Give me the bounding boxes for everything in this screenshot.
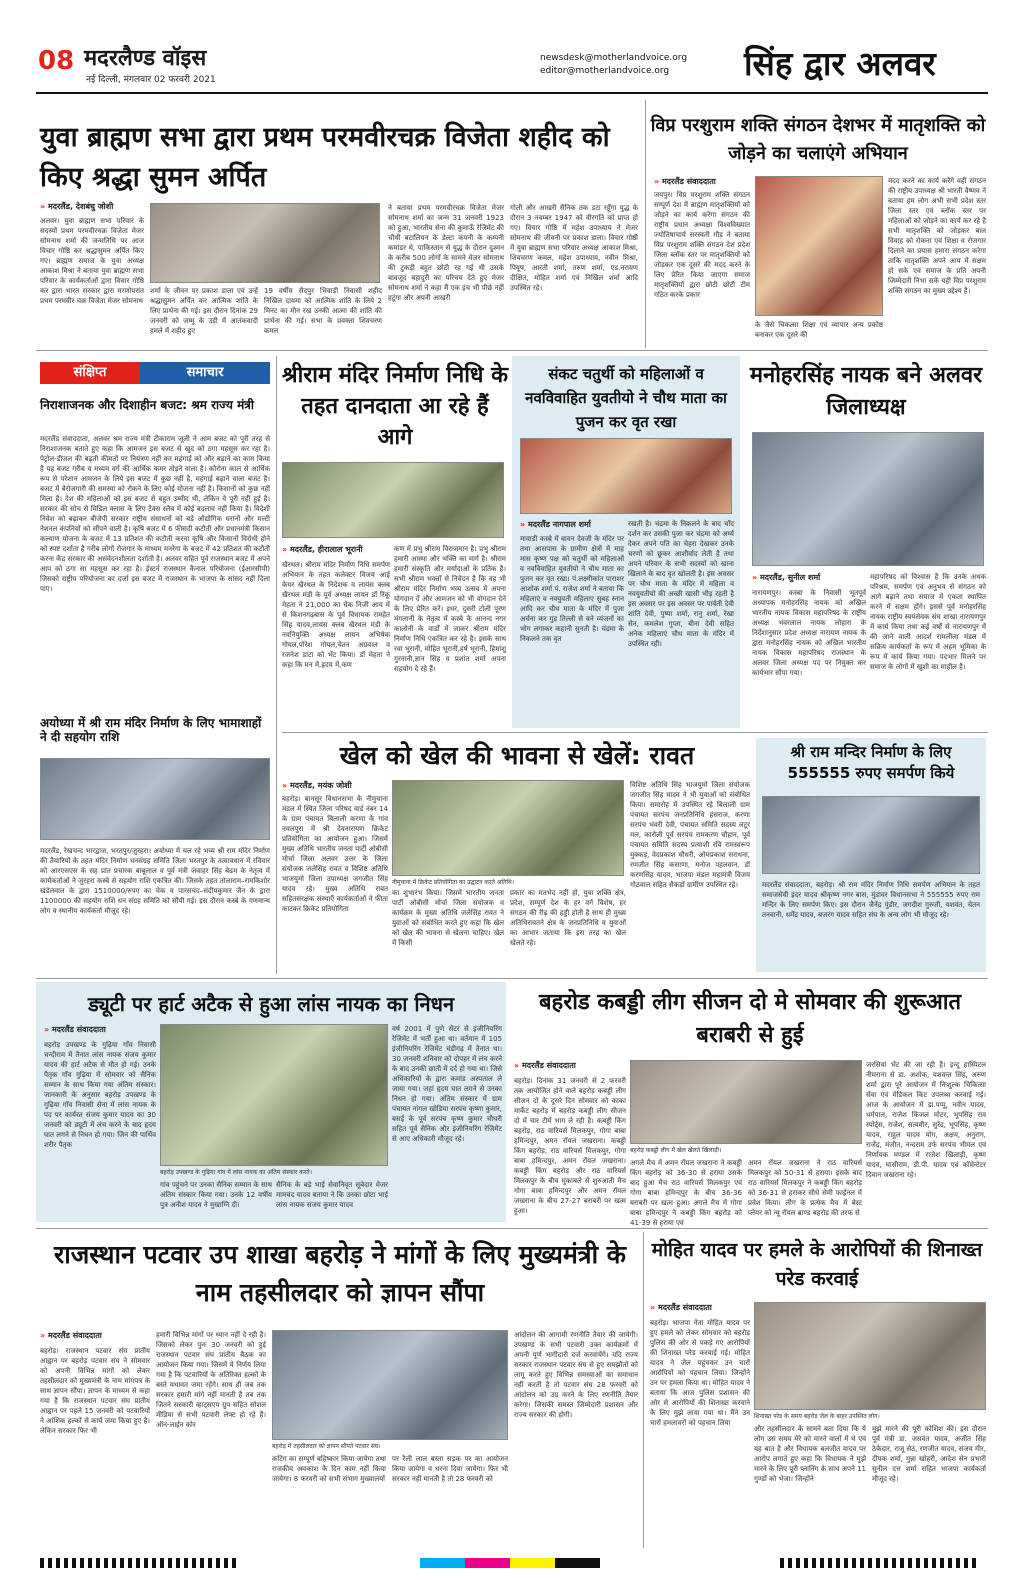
a1-body-col2: शर्मा के जीवन पर प्रकाश डाला एवं उन्हें श्रद्धासुमन अर्पित कर आत्मिक शांति के लिए प्रार्थना की गई। इस दौरान दिनांक 29 जनवरी को जम्मू के उड़ी में आतंकवादी हमले में शहीद हुए	[150, 287, 258, 335]
a3-photo	[282, 462, 504, 538]
a11-headline: मोहित यादव पर हमले के आरोपियों की शिनाख्त परेड करवाई	[651, 1239, 983, 1290]
a10-body-col1: बहरोड़। राजस्थान पटवार संघ प्रांतीय आह्वान पर बहरोड़ पटवार संघ ने सोमवार को अपनी विभिन्न मांगों को लेकर तहसीलदार को मुख्यमंत्री के नाम मांगपत्र के साथ ज्ञापन सौंपा। ज्ञापन के माध्यम से कहा गया है कि राजस्थान पटवार संघ प्रांतीय आह्वान पर पहले 15 जनवरी को पटवारियों ने आंशिक हल्कों से कार्य जमा किया हुए है। लेकिन सरकार फिर भी	[40, 1347, 150, 1435]
divider	[282, 732, 988, 733]
a5-byline: » मदरलैंड, सुनील शर्मा	[752, 572, 820, 583]
a2-byline: » मदरलैंड संवाददाता	[654, 176, 716, 187]
page-number: 08	[38, 46, 75, 76]
a6-photo	[392, 780, 624, 876]
a4-byline: » मदरलैंड नागपाल शर्मा	[520, 519, 591, 530]
a6-caption: नीमुचाना में क्रिकेट प्रतियोगिता का उद्घाटन करते अतिथि।	[392, 879, 514, 886]
a4-body-col1: मावाडी कस्बे में बावन देवजी के मंदिर पर तथा आसपास के ग्रामीण क्षेत्रों में माह मास कृष्ण पक्ष को चतुर्थी को महिलाओं व नवविवाहित युवतीयो ने चौथ माता का पुजन कर वृत रखा। पं.लक्ष्मीकांत पाराशर आशोक शर्मा पं. राजेश शर्मा ने बताया कि महिलाएं व नवयुवती महिलाए सुबह स्नान आदि कर चौथ माता के मंदिर में पुजा अर्चना कर गुड़ तिल्ली से बने व्यंजनों का भोग लगाकर कहानी सुनती है। चंद्रमा के निकलने तक वृत	[520, 535, 624, 643]
a2-body-col1: जयपुर। विप्र परशुराम शक्ति संगठन सम्पूर्ण देश में ब्राह्मण मातृशक्तियों को जोड़ने का कार्य करेगा संगठन की राष्ट्रीय प्रधान अध्यक्षा विश्वविख्यात ज्योतिषाचार्य सरस्वती गौड़ ने बताया विप्र परशुराम शक्ति संगठन देश प्रदेश जिला ब्लॉक स्तर पर मातृशक्तियों को जोड़कर एक दूसरे की मदद करने के लिए प्रेरित किया जाएगा समाज मातृशक्तियों द्वारा छोटी छोटी टीम गठित करके प्रकार	[654, 191, 750, 299]
divider	[643, 1232, 644, 1548]
a10-body-col2: हमारी विभिन्न मांगों पर ध्यान नहीं दे रही है। जिसको लेकर पुनः 30 जनवरी को हुई राजस्थान पटवार संघ प्रांतीय बैठक का आयोजन किया गया। जिसमें ये निर्णय लिया गया है कि पटवारियों के अतिरिक्त हल्कों के बस्ते यथावत जमा रहेंगे। साथ ही जब तक सरकार हमारी मांगे नहीं मानती है तब तक जितने सरकारी व्हाट्सएप ग्रुप सहित सोशल मीडिया से सभी पटवारी लेफ्ट हो रहे हैं। ऑन-लाईन कोर	[156, 1331, 266, 1429]
a7-body: मदरलैंड संवाददाता, बहरोड़। श्री राम मंदिर निर्माण निधि समर्पण अभियान के तहत समाजसेवी इंदर यादव श्रीकृष्ण नगर बास, मुंडावर विधानसभा ने 555555 रुपए राम मन्दिर के लिए समर्पण किए। इस दौरान जैनेंद्र पुंडीर, जगदीश गुरुजी, यशवंत, चेतन तनवानी, धर्मेंद्र यादव, बजरंग यादव सहित संघ के अन्य लोग भी मौजूद रहे।	[762, 881, 980, 919]
a1-body-col3: 19 वर्षीय सैदपुर भिवाड़ी निवासी शहीद निखिल दायमा को आत्मिक शांति के लिये 2 मिनट का मौन रख उनकी आत्मा की शांति की प्रार्थना की गई। सभा के प्रवक्ता शिवचरण कमल	[264, 287, 382, 335]
color-bar	[420, 1558, 600, 1568]
divider	[276, 356, 277, 974]
a6-body-col1: बहरोड़। बानसूर विधानसभा के नीमुचाना मंडल में स्थित जिला परिषद वार्ड नंबर 14 के ग्राम पंचायत बिलाली करणा के गांव नवलपुरा में श्री देवनारायण क्रिकेट प्रतियोगिता का आयोजन हुआ। जिसमें मुख्य अतिथि भारतीय जनता पार्टी ओबीसी मोर्चा जिला अलवर उत्तर के जिला संयोजक जलेसिंह रावत व विशिष्ट अतिथि भाजयुमो जिला उपाध्यक्ष जगजीत सिंह यादव रहे। मुख्य अतिथि रावत सहितसंरक्षक संस्थाएँ कार्यकर्ताओं ने फीता काटकर क्रिकेट प्रतियोगिता	[282, 795, 388, 913]
a1-body-col5: गोली और आखरी सैनिक तक डटा रहूँगा युद्ध के दौरान 3 नवम्बर 1947 को वीरगति को प्राप्त हो गए। विचार गोष्ठि में महेश उपाध्याय ने मेजर सोमनाथ की जीवनी पर प्रकाश डाला। विचार गोष्ठी में युवा ब्राह्मण सभा परिवार अध्यक्ष आकाश मिश्रा, शिवचरण कमल, महेश उपाध्याय, नवीन मिश्रा, पियूष, आरती शर्मा, तरुण शर्मा, एड.नरायण दीक्षित, मोहित शर्मा एवं निखिल शर्मा आदि उपस्थित रहे।	[510, 204, 638, 292]
a9-body-col2: अगले मैच में अमन रॉयल जखराना ने कबड्डी किंग बहरोड़ को 36-30 से हराया उसके बाद हुआ मैच राठ वारियर्स मिलकपुर एवं गोगा बाबा हमिन्दपुर के बीच 36-36 बराबरी पर खत्म हुआ। अगले मैच में गोगा बाबा हमिन्दपुर ने कबड्डी किंग बहरोड़ को 41-39 से हराया एवं	[630, 1159, 742, 1227]
a11-body-col1: बहरोड़। भाजपा नेता मोहित यादव पर हुए हमले को लेकर सोमवार को बहरोड़ पुलिस की ओर से पकड़े गए आरोपियों की शिनाख्त परेड करवाई गई। मोहित यादव ने जेल पहुंचकर उन चारों आरोपियों को पहचान लिया। जिन्होंने उन पर हमला किया था। मोहित यादव ने बताया कि आज पुलिस प्रशासन की ओर से आरोपियों की शिनाख्त करवाने के लिए मुझे लाया गया था। मैंने उन चारों हमलावरों को पहचान लिया	[650, 1319, 750, 1427]
brief1-body: मदरलैंड संवाददाता, अलवर श्रम राज्य मंत्री टीकाराम जूली ने आम बजट को पूरी तरह से निराशाजनक बताते हुए कहा कि आमजन इस बजट से खुद को ठगा महसूस कर रहा है। पेट्रोल-डीजल की बढ़ती कीमतों पर नियंत्रण नहीं कर महंगाई को और बढ़ाने का काम किया है यह बजट गरीब व मध्यम वर्ग की आर्थिक कमर तोड़ने वाला है। कोरोना काल से आर्थिक रूप से परेशान आमजन के लिये इस बजट में कुछ नहीं है, महंगाई बढ़ाने वाला बजट है। बजट में बेरोजगारी की समस्या को रोकने के लिए कोई योजना नहीं है। किसानों को कुछ नहीं मिला है। देश की महिलाओं को इस बजट से बहुत उम्मीद थी, लेकिन वे पूरी नहीं हुई है। सरकार की सोच से मिडिल क्लास के लिए टैक्स स्लैब में कोई बदलाव नहीं किया है। विदेशी निवेश को बढ़ाकर बीजेपी सरकार राष्ट्रीय संसाधनों को बड़े औद्योगिक घरानों और मल्टी नेशनल कंपनियों को सौंपने वाली है। कृषि बजट में 6 फीसदी कटौती और प्रधानमंत्री किसान कल्याण योजना के बजट में 13 प्रतिशत की कटौती करना कृषि और किसानों विरोधी होने को स्पष्ट दर्शाता है गरीब लोगों रोजगार के माध्यम मनरेगा के बजट में 42 प्रतिशत की कटौती करना केंद्र सरकार की असंवेदनशीलता दर्शाती है। अलवर सहित पूर्व राजस्थान बजट में अपने आप को ठगा सा महसूस कर रहा है। ईस्टर्न राजस्थान कैनाल परियोजना (ईआरसीपी) जिसको राष्ट्रीय परियोजना का दर्जा इस बजट में राजस्थान के भाजपा के सांसद नहीं दिला पाए।	[40, 435, 270, 593]
a3-byline: » मदरलैंड, हीरालाल भूरानी	[282, 544, 363, 555]
divider	[36, 978, 988, 979]
section-title: सिंह द्वार अलवर	[744, 44, 936, 83]
paper-name: मदरलैण्ड वॉइस	[84, 46, 207, 71]
brief2-photo	[40, 758, 270, 840]
a9-photo	[630, 1060, 862, 1144]
a1-byline: » मदरलैंड, देशबंधु जोशी	[40, 201, 113, 212]
a5-body-col1: नारायणपुर। कस्बा के निवासी भूतपूर्व अध्यापक मनोहरसिंह नायक को अखिल भारतीय नायक विकास महापरिषद के राष्ट्रीय अध्यक्ष भंवरलाल नायक लोहारा के निर्देशानुसार प्रदेश अध्यक्ष नारायण नायक के द्वारा मनोहरसिंह नायक को अखिल भारतीय नायक विकास महापरिषद राजस्थान के अलवर जिला अध्यक्ष पद पर नियुक्त कर कार्यभार सौंपा गया।	[752, 589, 866, 677]
a8-body-col4: वर्ष 2001 में पुणे सेंटर से इंजीनियरिंग रेजिमेंट में भर्ती हुआ था। वर्तमान में 105 इंजीनियरिंग रेजिमेंट चंडीगढ़ में तैनात था। 30 जनवरी शनिवार को दोपहर में लंच करने के बाद उनकी छाती में दर्द हो गया था। जिसे अधिकारियों के द्वारा कमांड अस्पताल ले जाया गया। जहां हृदय घात लगने से उनका निधन हो गया। अंतिम संस्कार में ग्राम पंचायत नांगल खोडिया सरपंच कृष्णा कुमार, बसई के पूर्व सरपंच कृष्ण कुमार चौधरी सहित पूर्व सैनिक और इंजीनियरिंग रेजिमेंट से आए अधिकारी मौजूद रहे।	[392, 1025, 503, 1143]
a10-caption: बहरोड़ में तहसीलदार को ज्ञापन सौंपते पटवार संघ।	[272, 1443, 381, 1450]
registration-stripe	[40, 1558, 240, 1568]
a1-body-col4: ने बताया प्रथम परमवीरचक्र विजेता मेजर सोमनाथ शर्मा का जन्म 31 जनवरी 1923 को हुआ, भारतीय सेना की कुमाऊँ रेजिमेंट की चौथी बटालियन के डेल्टा कंपनी के कम्पनी कमांडर थे, पाकिस्तान से युद्ध के दौरान दुश्मन के करीब 500 लोगों के सामने मेजर सोमनाथ की टुकड़ी बहुत छोटी रह गई थी उसके बावजूद बहादुरी का परिचय देते हुए मेजर सोमनाथ शर्मा ने कहा मैं एक इंच भी पीछे नहीं हटूंगा और अपनी आखरी	[388, 204, 504, 302]
a9-headline: बहरोड कबड्डी लीग सीजन दो मे सोमवार की शुरूआत बराबरी से हुई	[538, 990, 962, 1048]
a9-caption: बहरोड़ कबड्डी लीग में खेल खेलते खिलाड़ी।	[630, 1147, 722, 1154]
divider	[36, 350, 988, 351]
a2-headline: विप्र परशुराम शक्ति संगठन देशभर में मातृशक्ति को जोड़ने का चलाएंगे अभियान	[650, 115, 986, 164]
a6-headline: खेल को खेल की भावना से खेलें: रावत	[339, 741, 695, 770]
a10-headline: राजस्थान पटवार उप शाखा बहरोड़ ने मांगों के लिए मुख्यमंत्री के नाम तहसीलदार को ज्ञापन सौंपा	[54, 1240, 626, 1307]
a3-headline: श्रीराम मंदिर निर्माण निधि के तहत दानदाता आ रहे हैं आगे	[282, 363, 508, 450]
a10-body-col5: आंदोलन की आगामी रणनीति तैयार की जायेगी। उपखण्ड के सभी पटवारी उक्त कार्यक्रमों में अपनी पूर्ण भागीदारी दर्ज करवायेंगे। यदि राज्य सरकार राजस्थान पटवार संघ से हुए समझौतों को लागू करते हुए विभिन्न समस्याओं का समाधान नहीं करती है तो पटवार संघ 28 फरवरी को आंदोलन को उग्र करने के लिए रणनीति तैयार करेगा। जिसकी समस्त जिम्मेदारी प्रशासन और राज्य सरकार की होगी।	[514, 1331, 638, 1419]
divider	[36, 1228, 988, 1229]
a11-body-col2: और तहसीलदार के सामने बता दिया कि ये लोग उस समय मेरे को मारने वालों में थे एवं यह बात है और विधायक बलजीत यादव पर आरोप लगाते हुए कहा कि विधायक ने मुझे मारने के लिए पूरी प्लानिंग के साथ अपने 11 गुण्डों को भेजा। जिन्होंने	[754, 1425, 866, 1483]
a1-headline: युवा ब्राह्मण सभा द्वारा प्रथम परमवीरचक्र विजेता शहीद को किए श्रद्धा सुमन अर्पित	[40, 122, 610, 193]
a4-photo	[520, 438, 732, 514]
a9-body-col4: जरसियां भेंट की जा रही है। इन्दू हास्पिटल नीमराना से डा. अशोक, यशवन्त सिंह, अरुण शर्मा द्वारा पूरे आयोजन में निःशुल्क चिकित्सा सेवा एवं मेडिकल किट उपलब्ध करवाई गई। आज के आयोजन में डा.पप्पू, नवीन यादव, धर्मपाल, राजेश किंजल मोटर, भूपसिंह राव स्पोर्ट्स, राजेश, सत्यवीर, सुरेंद्र, भूपसिंह, कृष्ण यादव, राहुल यादव योग, अक्षय, अनुराग, राजेंद्र, मंजीत, नन्दराम उर्फ सरपंच भीमल एवं निर्णायक मण्डल में राजेश खिलाड़ी, कृष्ण यादव, घासीराम, डी.पी. यादव एवं कॉमेन्टेटर दिवान जखराना रहे।	[866, 1061, 986, 1179]
a7-photo	[762, 796, 980, 874]
a8-caption: बहरोड़ उपखण्ड के गुढ़िया गांव में लांस नायक का अंतिम संस्कार करते।	[160, 1169, 313, 1176]
brief-tag-right: समाचार	[140, 362, 270, 384]
a4-headline: संकट चतुर्थी को महिलाओं व नवविवाहित युवतीयो ने चौथ माता का पुजन कर वृत रखा	[525, 365, 727, 431]
registration-stripe	[780, 1558, 980, 1568]
header-rule	[36, 92, 988, 94]
a6-byline: » मदरलैंड, मयंक जोशी	[282, 780, 352, 791]
a10-body-col3: कटिंग का सम्पूर्ण बहिष्कार किया जायेगा तथा राजकीय अवकाश के दिन काम नहीं किया जायेगा। 8 फरवरी को सभी संभाग मुख्यालयों	[272, 1455, 386, 1483]
a9-body-col1: बहरोड़। दिनांक 31 जनवरी से 2 फरवरी तक आयोजित होने वाले बहरोड़ कबड्डी लीग सीजन दो के दूसरे दिन सोमवार को काका मार्केट बहरोड़ में बहरोड़ कबड्डी लीग सीजन दो में चार टीमें भाग ले रही है। कबड्डी किंग बहरोड़, राठ वारियर्स मिलकपुर, गोगा बाबा हमिन्दपुर, अमन रॉयल जखराना। कबड्डी किंग बहरोड़, राठ वारियर्स मिलकपुर, गोगा बाबा हमिन्दपुर, अमन रॉयल जखराना। कबड्डी किंग बहरोड़ और राठ वारियर्स मिलकपुर के बीच मुकाबले से शुरुआती मैच गोगा बाबा हमिन्दपुर और अमन रॉयल जखराना के बीच 27-27 बराबरी पर खत्म हुआ।	[514, 1077, 626, 1215]
a1-photo	[150, 203, 380, 283]
a8-byline: » मदरलैंड संवाददाता	[44, 1024, 106, 1035]
a2-body-col3: मदद करने का कार्य करेंगे वहीं संगठन की राष्ट्रीय उपाध्यक्ष श्री भारती वैष्णव ने बताया हम लोग अभी सभी प्रदेश स्तर जिला स्तर एवं ब्लॉक स्तर पर महिलाओं को जोड़ने का कार्य कर रहे है सभी मातृशक्ति को जोड़कर बाल विवाह को रोकना एवं शिक्षा व रोजगार दिलाने का प्रयास हमारा संगठन करेगा ताकि मातृशक्ति अपने आप में सक्षम हो सके एवं समाज के प्रति अपनी जिम्मेदारी निभा सकें यही विप्र परशुराम शक्ति संगठन का मुख्य उद्देश्य है।	[888, 177, 986, 295]
a9-byline: » मदरलैंड संवाददाता	[514, 1060, 576, 1071]
email-editor[interactable]: editor@motherlandvoice.org	[540, 66, 670, 76]
a10-photo	[272, 1330, 508, 1440]
a8-body-col2: गांव पहुंचने पर उनका सैनिक सम्मान के साथ अंतिम संस्कार किया गया। उनके 12 वर्षीय पुत्र अनीश यादव ने मुखाग्नि दी।	[160, 1181, 272, 1209]
a2-body-col2: के जैसे चिकत्सा शिक्षा एवं व्यापार अन्य प्रकोष्ठ बनाकर एक दूसरे की	[755, 321, 883, 339]
a8-body-col3: सैनिक के बड़े भाई सेवानिवृत सूबेदार मेजर मामचंद यादव बताया ने कि उनका छोटा भाई लांस नायक संजय कुमार यादव	[276, 1181, 388, 1209]
a8-headline: ड्यूटी पर हार्ट अटैक से हुआ लांस नायक का निधन	[87, 992, 455, 1016]
a10-byline: » मदरलैंड संवाददाता	[40, 1330, 102, 1341]
a8-photo	[160, 1024, 388, 1166]
a11-caption: शिनाख्त परेड के समय बहरोड़ जेल के बाहर उपस्थित लोग।	[754, 1413, 880, 1420]
a11-byline: » मदरलैंड संवाददाता	[650, 1302, 712, 1313]
a5-photo	[752, 432, 984, 566]
a10-body-col4: पर रैली लाल बस्ता सड़क पर का आयोजन किया जायेगा व धरना दिया जायेगा। फिर भी सरकार नहीं मानती है तो 28 फरवरी को	[392, 1455, 508, 1483]
brief1-headline: निराशाजनक और दिशाहीन बजट: श्रम राज्य मंत्री	[40, 398, 254, 412]
divider	[645, 100, 646, 348]
brief2-body: मदरलैंड, रेखचन्द भारद्वाज, भरतपुर/जुरहरा। अयोध्या में चल रहे भव्य श्री राम मंदिर निर्माण की तैयारियों के तहत मंदिर निर्माण धनसंग्रह समिति जिला भरतपुर के तत्वावधान में रविवार को आरएसएस के सह प्रांत प्रचारक बाबूलाल व पूर्व मंत्री जवाहर सिंह बेढम के नेतृत्व में कार्यकर्ताओं ने जुरहरा कस्बे से सहयोग राशि एकत्रित की। जिसके तहत तोलाराम–रामकिशोर खंडेलवाल के द्वारा 1510000/रुपए का चेक व पारसचंद–संदीपकुमार जैन के द्वारा 1100000 की सहयोग राशि धन संग्रह समिति को सौंपी गई। इस दौरान कस्बे के गणमान्य लोग व स्थानीय कार्यकर्ता मौजूद रहे।	[40, 847, 270, 915]
a6-body-col2: का शुभारंभ किया। जिसमें भारतीय जनता पार्टी ओबीसी मोर्चा जिला संयोजक व कार्यक्रम के मुख्य अतिथि जलेसिंह रावत ने युवाओं को संबोधित करते हुए कहा कि खेल को खेल की भावना से खेलना चाहिए। खेल में किसी	[392, 889, 504, 947]
a2-photo	[755, 176, 883, 316]
a3-body-col1: खैरथल। श्रीराम मंदिर निर्माण निधि समर्पण अभियान के तहत कलेक्टर विजय आई केयर खैरथल के निदेशक व लायंस क्लब खैरथल मंडी के पूर्व अध्यक्ष लायन डॉ रिंकू मेहता ने 21,000 का चेक निजी आय में से किशनगढ़बास के पूर्व विधायक रामहेत सिंह यादव,लायंस क्लब खैरथल मंडी के नवनियुक्ति अध्यक्ष लायन अभिषेक गोयल,पोरेश गोयल,चेतन अग्रवाल व रजनेश डाटा को भेंट किया। डॉ मेहता ने कहा कि मन में,ह्रदय में,कण	[282, 561, 390, 669]
a11-body-col3: मुझे मारने की पूरी कोशिश की। इस दौरान पूर्व मंत्री डा. जसवंत यादव, अजीत सिंह ठेकेदार, राजू सेठ, रणजीत यादव, संजय मीर, दीपक शर्मा, मुन्ना खोहरी, आदेश सेन प्रभारी सुनील दत्त शर्मा सहित भाजपा कार्यकर्ता मौजूद रहे।	[872, 1425, 987, 1483]
a1-body-col1: अलवर। युवा ब्राह्मण सभा परिवार के सदस्यों प्रथम परमवीरचक्र विजेता मेजर सोमनाथ शर्मा की जन्मतिथि पर आज विचार गोष्ठि कर श्रद्धासुमन अर्पित किए गए। ब्राह्मण समाज के युवा अध्यक्ष आकाश मिश्रा ने बताया युवा ब्राह्मण सभा परिवार के कार्यकर्ताओं द्वारा विचार गोष्ठि कर द्वारा भारत सरकार द्वारा मरणोपरांत प्रथम परमवीर चक्र विजेता मेजर सोमनाथ	[40, 217, 144, 305]
a8-body-col1: बहरोड़ उपखण्ड के गुढ़िया गाँव निवासी चन्दीराम में तैनात लांस नायक संजय कुमार यादव की हार्ट अटैक से मौत हो गई। उनके पैतृक गाँव गुढ़िया में सोमवार को सैनिक सम्मान के साथ किया गया अंतिम संस्कार। जानकारी के अनुसार बहरोड़ उपखण्ड के गुढ़िया गाँव निवासी सेना में लांस नायक के पद पर कार्यरत संजय कुमार यादव का 30 जनवरी को ड्यूटी में लंच करने के बाद हृदय घात लगने से निधन हो गया। जिन की पार्थिव शरीर पैतृक	[44, 1041, 156, 1149]
a3-body-col2: कण में प्रभु श्रीराम विराजमान है। प्रभु श्रीराम हमारी आस्था और भक्ति का मार्ग है। श्रीराम हमारी संस्कृति और मर्यादाओं के प्रतिक है। सभी श्रीराम भक्तों से निवेदन है कि वह भी श्रीराम मंदिर निर्माण भव्य उत्सव में अपना योगदान दें और आमजन को भी योगदान देने के लिए प्रेरित करें। इधर, दुसरी टोली पूरण मंगलानी के नेतृत्व में कस्बे के आनन्द नगर कालोनी के वार्डों में जाकर श्रीराम मंदिर निर्माण निधि एकत्रित कर रहे है। इसके साथ रवा भूरानी, मोहित भूरानी,हर्ष भूरानी, हिमांशु गुरनानी,ज्ञान सिंह व प्रशांत शर्मा अपना सहयोग दे रहे हैं।	[394, 545, 506, 673]
dateline: नई दिल्ली, मंगलवार 02 फरवरी 2021	[86, 75, 216, 85]
a4-body-col2: रखती है। चंद्रमा के निकलने के बाद चाँद दर्शन कर उसकी पुजा कर चंद्रमा को अर्घ्य देकर अपने पति का चेहरा देखकर उनके चरणों को छूकर आशीर्वाद लेती है तथा अपने परिवार के सभी सदस्यों को खाना खिलाने के बाद वृत खोलती है। इस अवसर पर चौथ माता के मंदिर में महिला व नवयुवतीयो की अच्छी खासी भीड़ रहती है इस अवसर पर इस अवसर पर पार्वती देवी शांति देवी, पुष्पा शर्मा, रानु शर्मा, रेखा सेन, कमलेश गुप्ता, बीना देवी सहित अनेक महिलाएं चौथ माता के मंदिर में उपस्थित रही।	[628, 520, 734, 648]
a6-body-col3: प्रकार का मतभेद नहीं हो, युवा शक्ति क्षेत्र, प्रदेश, सम्पूर्ण देश के हर वर्ग विशेष, हर संगठन की रीढ़ की हड्डी होती है साथ ही मुख्य अतिथिरावतने क्षेत्र के जनप्रतिनिधि व युवाओं का आभार जताया कि इस तरह का खेल खेलते रहे।	[510, 889, 626, 947]
a5-body-col2: महापरिषद को विश्वास है कि उनके अथक परिश्रम, समर्पण एवं अनुभव से संगठन को आगे बढ़ाने तथा समाज में एकता स्थापित करने में सक्षम होंगे। इससे पूर्व मनोहरसिंह नायक राष्ट्रीय स्वयंसेवक संघ शाखा नारायणपुर में कार्य किया तथा कई वर्षों से नारायणपुर में की जाने वाली आदर्श रामलीला मंडल में सक्रिय कार्यकर्ता के रूप में अहम भूमिका के रूप में कार्य किया गया। पदभार मिलने पर समाज के लोगों में खुशी का माहौल है।	[870, 573, 986, 671]
a7-headline: श्री राम मन्दिर निर्माण के लिए 555555 रुपए समर्पण किये	[787, 743, 955, 782]
brief-tag-left: संक्षिप्त	[40, 362, 140, 384]
brief2-headline: अयोध्या में श्री राम मंदिर निर्माण के लिए भामाशाहों ने दी सहयोग राशि	[40, 716, 262, 744]
a11-photo	[754, 1302, 986, 1410]
a9-body-col3: अमन रॉयल जखराना ने राठ वारियर्स मिलकपुर को 50-31 से हराया। इसके बाद राठ वारियर्स मिलकपुर ने कबड्डी किंग बहरोड़ को 36-31 से हराकर सीधे सेमी फाईनल में प्रवेश किया। लीग के प्रत्येक मैच में बेस्ट प्लेयर को न्यू रॉयल ब्राण्ड बहरोड़ की तरफ से	[748, 1159, 862, 1217]
a6-body-col4: विशिष्ट अतिथि सिंह भाजयुमो जिला संयोजक जगजीत सिंह यादव ने भी युवाओं को संबोधित किया। समारोह में उपस्थित रहे बिलाली ग्राम पंचायत सरपंच जनप्रतिनिधि हंसराज, करणा सरपंच भंवरी देवी, पंचायत समिति सदस्य लटूर मल, कारोली पूर्व सरपंच रामकरण चौहान, पूर्व पंचायत समिति सदस्य प्रत्याशी रवि रामस्वरूप मुक्कड़, वेदप्रकाश चौधरी, ओमप्रकाश सराधना, रणजीत सिंह कसाणा, मनोज पहलवान, डॉ करणसिंह यादव, भाजपा मंडल महामंत्री विजय गोठवाल सहित सैकड़ों ग्रामीण उपस्थित रहे।	[630, 781, 750, 889]
a5-headline: मनोहरसिंह नायक बने अलवर जिलाध्यक्ष	[749, 363, 983, 420]
contact-emails	[540, 52, 687, 78]
email-newsdesk[interactable]: newsdesk@motherlandvoice.org	[540, 53, 688, 63]
